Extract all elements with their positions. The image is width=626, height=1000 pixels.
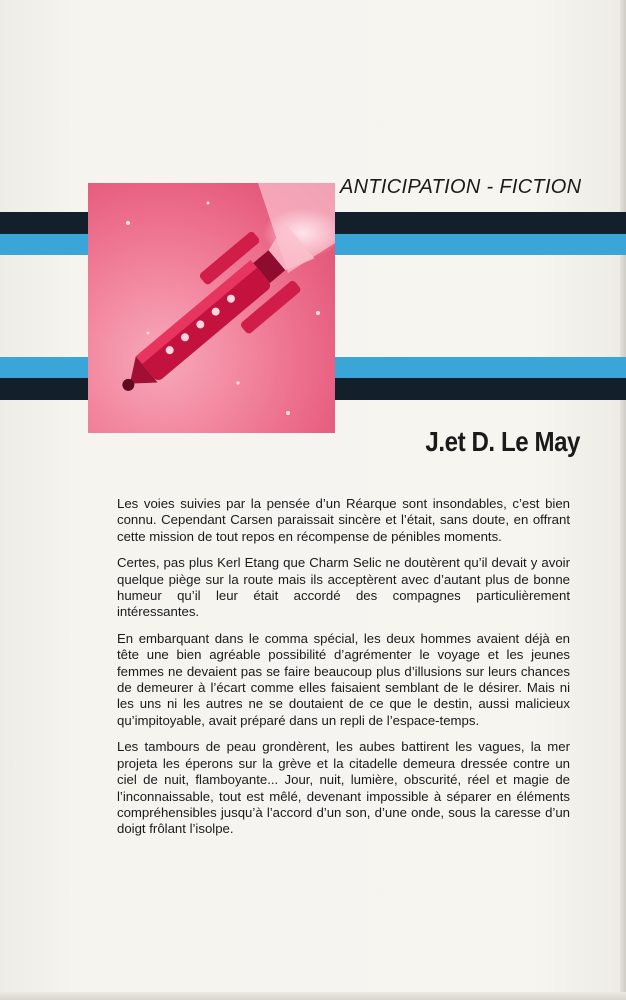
page-edge-right <box>620 0 626 1000</box>
back-cover-blurb <box>117 496 570 848</box>
author-name: J.et D. Le May <box>425 426 580 457</box>
blurb-paragraph: Certes, pas plus Kerl Etang que Charm Selic ne doutèrent qu’il devait y avoir quelque piège sur la route mais ils acceptèrent avec d’autant plus de bonne humeur qu’il leur était accordé des compagnes particulièrement intéressantes. <box>117 555 570 620</box>
page-edge-bottom <box>0 992 626 1000</box>
series-title: ANTICIPATION - FICTION <box>340 176 582 198</box>
blurb-paragraph: Les tambours de peau grondèrent, les aubes battirent les vagues, la mer projeta les éperons sur la grève et la citadelle demeura dressée contre un ciel de nuit, flamboyante... Jour, nuit, lumière, obscurité, réel et magie de l’inconnaissable, tout est mêlé, devenant impossible à séparer en éléments compréhensibles jusqu’à l’accord d’un son, d’une onde, sous la caresse d’un doigt frôlant l’isolpe. <box>117 739 570 837</box>
blurb-paragraph: Les voies suivies par la pensée d’un Réarque sont insondables, c’est bien connu. Cependant Carsen paraissait sincère et l’était, sans doute, en offrant cette mission de tout repos en récompense de pénibles moments. <box>117 496 570 544</box>
spaceship-icon <box>88 183 335 433</box>
spaceship-illustration <box>88 183 335 433</box>
blurb-paragraph: En embarquant dans le comma spécial, les deux hommes avaient déjà en tête une bien agréable possibilité d’agrémenter le voyage et les jeunes femmes ne devaient pas se faire beaucoup plus d’illusions sur leurs chances de demeurer à l’écart comme elles faisaient semblant de le désirer. Mais ni les uns ni les autres ne se doutaient de ce que le destin, aussi malicieux qu’impitoyable, avait préparé dans un repli de l’espace-temps. <box>117 630 570 728</box>
